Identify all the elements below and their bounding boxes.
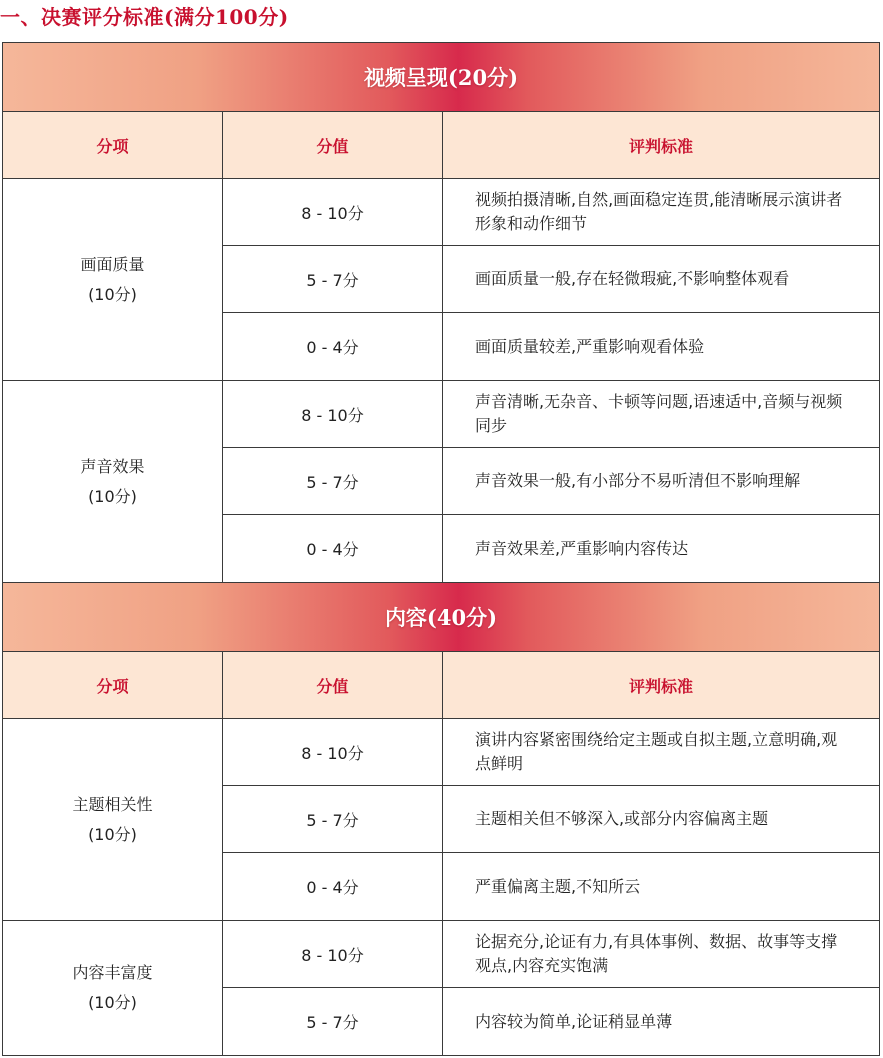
item-group	[3, 921, 879, 1056]
criteria-text: 画面质量较差,严重影响观看体验	[475, 336, 705, 356]
item-name: 主题相关性	[72, 794, 153, 814]
section-banner-video	[3, 43, 879, 112]
item-name: 内容丰富度	[72, 963, 153, 982]
criteria-text: 视频拍摄清晰,自然,画面稳定连贯,能清晰展示演讲者形象和动作细节	[475, 190, 843, 233]
table-header	[3, 652, 879, 719]
section-title: 视频呈现(20分)	[363, 65, 519, 90]
table-header	[3, 112, 879, 179]
item-group	[3, 381, 879, 583]
item-points: (10分)	[88, 486, 137, 506]
item-group	[3, 719, 879, 921]
item-cell	[3, 179, 223, 380]
table-row	[223, 786, 879, 853]
criteria-text: 内容较为简单,论证稍显单薄	[475, 1011, 673, 1031]
header-score: 分值	[223, 112, 443, 178]
item-cell	[3, 719, 223, 920]
table-row	[223, 988, 879, 1055]
item-points: (10分)	[88, 993, 137, 1012]
score-range: 5 - 7分	[223, 246, 443, 312]
criteria-text: 严重偏离主题,不知所云	[475, 876, 641, 896]
table-row	[223, 921, 879, 988]
table-row	[223, 448, 879, 515]
header-item: 分项	[3, 652, 223, 718]
header-criteria: 评判标准	[628, 136, 693, 156]
criteria-text: 画面质量一般,存在轻微瑕疵,不影响整体观看	[475, 269, 790, 288]
criteria-text: 主题相关但不够深入,或部分内容偏离主题	[475, 809, 769, 828]
header-item: 分项	[3, 112, 223, 178]
item-cell	[3, 381, 223, 582]
score-range: 8 - 10分	[223, 921, 443, 987]
table-row	[223, 515, 879, 582]
criteria-text: 声音效果一般,有小部分不易听清但不影响理解	[475, 471, 801, 490]
criteria-text: 论据充分,论证有力,有具体事例、数据、故事等支撑观点,内容充实饱满	[475, 932, 838, 975]
header-score: 分值	[223, 652, 443, 718]
score-range: 5 - 7分	[223, 786, 443, 852]
table-row	[223, 313, 879, 380]
table-row	[223, 853, 879, 920]
table-row	[223, 719, 879, 786]
table-row	[223, 246, 879, 313]
score-range: 0 - 4分	[223, 853, 443, 920]
section-title: 内容(40分)	[384, 605, 498, 630]
score-range: 5 - 7分	[223, 448, 443, 514]
table-row	[223, 179, 879, 246]
scoring-table	[2, 42, 880, 1056]
score-range: 0 - 4分	[223, 515, 443, 582]
item-points: (10分)	[88, 824, 137, 844]
item-name: 画面质量	[80, 254, 145, 274]
score-range: 5 - 7分	[223, 988, 443, 1055]
item-name: 声音效果	[80, 456, 145, 476]
item-group	[3, 179, 879, 381]
score-range: 8 - 10分	[223, 719, 443, 785]
table-row	[223, 381, 879, 448]
criteria-text: 声音清晰,无杂音、卡顿等问题,语速适中,音频与视频同步	[475, 392, 843, 435]
score-range: 0 - 4分	[223, 313, 443, 380]
criteria-text: 演讲内容紧密围绕给定主题或自拟主题,立意明确,观点鲜明	[475, 730, 838, 773]
section-banner-content	[3, 583, 879, 652]
item-cell	[3, 921, 223, 1055]
page-title: 一、决赛评分标准(满分100分)	[0, 5, 289, 29]
item-points: (10分)	[88, 284, 137, 304]
score-range: 8 - 10分	[223, 381, 443, 447]
score-range: 8 - 10分	[223, 179, 443, 245]
header-criteria: 评判标准	[628, 676, 693, 696]
criteria-text: 声音效果差,严重影响内容传达	[475, 538, 689, 558]
